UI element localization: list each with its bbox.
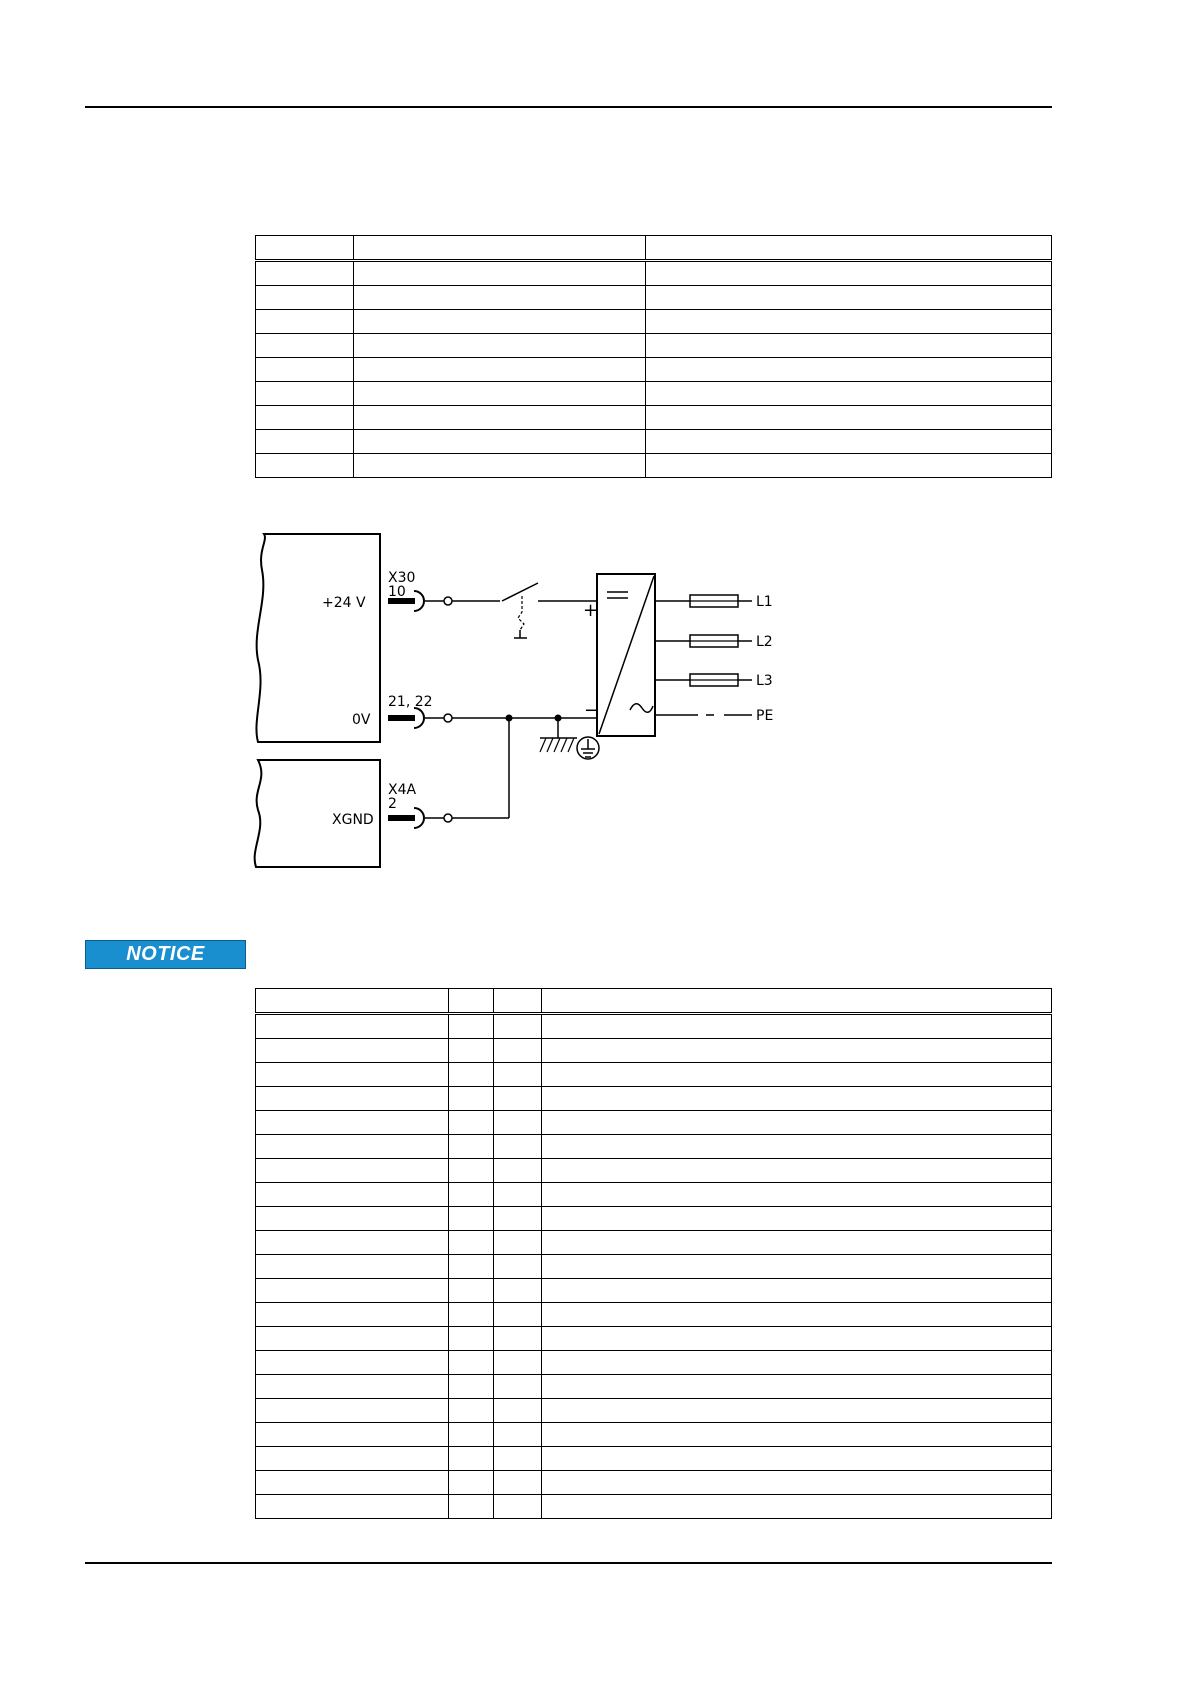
device-block-upper (256, 534, 380, 742)
connector-x4a-label: X4A (388, 782, 417, 798)
table-row (256, 1303, 1052, 1327)
switch-contact (502, 583, 538, 601)
table-cell (449, 1039, 494, 1063)
table-cell (542, 1423, 1052, 1447)
table-cell (256, 406, 354, 430)
table-cell (542, 1039, 1052, 1063)
header-rule (85, 106, 1052, 108)
table-cell (256, 1039, 449, 1063)
table-cell (256, 1351, 449, 1375)
table-row (256, 430, 1052, 454)
table-cell (449, 1447, 494, 1471)
table-cell (646, 406, 1052, 430)
table-cell (449, 1327, 494, 1351)
table-row (256, 1135, 1052, 1159)
table-row (256, 286, 1052, 310)
table-cell (354, 310, 646, 334)
table-cell (354, 406, 646, 430)
table-cell (542, 1111, 1052, 1135)
table-cell (256, 1231, 449, 1255)
table-cell (256, 286, 354, 310)
table-cell (256, 334, 354, 358)
xgnd-label: XGND (332, 812, 374, 828)
table-cell (646, 454, 1052, 478)
table-cell (494, 1135, 542, 1159)
table-row (256, 1495, 1052, 1519)
supply-24v-label: +24 V (322, 595, 366, 611)
table-row (256, 1039, 1052, 1063)
table-row (256, 1231, 1052, 1255)
table-row (256, 1423, 1052, 1447)
table-cell (256, 1135, 449, 1159)
table-cell (449, 1087, 494, 1111)
table-cell (256, 1447, 449, 1471)
table-cell (494, 1279, 542, 1303)
table-cell (256, 1087, 449, 1111)
table-cell (449, 1135, 494, 1159)
pins-0v-label: 21, 22 (388, 694, 433, 710)
table-cell (494, 1255, 542, 1279)
table-cell (449, 1471, 494, 1495)
table-cell (449, 1423, 494, 1447)
footer-rule (85, 1562, 1052, 1564)
table-row (256, 454, 1052, 478)
pin-2-label: 2 (388, 796, 397, 812)
junction-dot (506, 715, 513, 722)
table-cell (449, 1495, 494, 1519)
table-cell (494, 1303, 542, 1327)
zero-volt-label: 0V (352, 712, 371, 728)
table-cell (494, 1207, 542, 1231)
table-cell (494, 1471, 542, 1495)
signal-table (255, 988, 1052, 1519)
connector-x30-label: X30 (388, 570, 416, 586)
table-cell (542, 1471, 1052, 1495)
phase-l1-label: L1 (756, 594, 773, 610)
table-cell (494, 1495, 542, 1519)
pin-10-label: 10 (388, 584, 406, 600)
table-cell (354, 261, 646, 286)
table-cell (256, 1159, 449, 1183)
table-row (256, 310, 1052, 334)
table-cell (542, 1063, 1052, 1087)
table-row (256, 1471, 1052, 1495)
table-cell (256, 1327, 449, 1351)
table-row (256, 1375, 1052, 1399)
table-cell (494, 1231, 542, 1255)
table-cell (542, 1231, 1052, 1255)
table-cell (354, 286, 646, 310)
table-cell (449, 1399, 494, 1423)
table-cell (256, 358, 354, 382)
table-cell (256, 1255, 449, 1279)
table-row (256, 1279, 1052, 1303)
table-row (256, 1063, 1052, 1087)
table-row (256, 1399, 1052, 1423)
table-cell (494, 1063, 542, 1087)
table-cell (542, 1447, 1052, 1471)
table-row (256, 1087, 1052, 1111)
table-cell (542, 1375, 1052, 1399)
table-cell (542, 1014, 1052, 1039)
table-row (256, 358, 1052, 382)
table-row (256, 1255, 1052, 1279)
table-row (256, 334, 1052, 358)
table-cell (494, 1447, 542, 1471)
table-cell (646, 261, 1052, 286)
table-cell (494, 1423, 542, 1447)
table-cell (449, 1231, 494, 1255)
table-cell (354, 334, 646, 358)
table-header-row (256, 989, 1052, 1014)
table-row (256, 406, 1052, 430)
table-cell (256, 1279, 449, 1303)
table-row (256, 1014, 1052, 1039)
table-cell (494, 1087, 542, 1111)
table-cell (542, 1207, 1052, 1231)
table-cell (646, 310, 1052, 334)
table-cell (256, 382, 354, 406)
table-cell (256, 1495, 449, 1519)
table-row (256, 1111, 1052, 1135)
table-row (256, 382, 1052, 406)
notice-label: NOTICE (126, 943, 205, 965)
table-cell (542, 1279, 1052, 1303)
table-cell (449, 1159, 494, 1183)
table-cell (542, 1135, 1052, 1159)
psu-minus-label: − (584, 700, 600, 721)
table-cell (256, 1471, 449, 1495)
table-cell (354, 454, 646, 478)
table-cell (542, 1183, 1052, 1207)
table-cell (542, 1159, 1052, 1183)
pe-label: PE (756, 708, 774, 724)
table-cell (646, 286, 1052, 310)
table-cell (256, 1111, 449, 1135)
table-row (256, 1159, 1052, 1183)
table-header-row (256, 236, 1052, 261)
table-cell (646, 334, 1052, 358)
table-cell (449, 1207, 494, 1231)
table-cell (256, 261, 354, 286)
table-cell (542, 1087, 1052, 1111)
table-cell (449, 1063, 494, 1087)
table-cell (494, 1159, 542, 1183)
table-cell (494, 1399, 542, 1423)
table-cell (256, 1423, 449, 1447)
table-cell (256, 1183, 449, 1207)
phase-l2-label: L2 (756, 634, 773, 650)
table-cell (542, 1351, 1052, 1375)
table-cell (542, 1399, 1052, 1423)
table-cell (256, 430, 354, 454)
notice-badge (85, 940, 246, 969)
table-row (256, 1207, 1052, 1231)
psu-plus-label: + (583, 600, 599, 621)
table-cell (354, 358, 646, 382)
table-cell (542, 1495, 1052, 1519)
table-cell (542, 1327, 1052, 1351)
table-cell (354, 382, 646, 406)
terminal-24v (444, 597, 452, 605)
table-row (256, 1447, 1052, 1471)
table-cell (354, 430, 646, 454)
table-row (256, 1327, 1052, 1351)
table-cell (494, 1375, 542, 1399)
table-cell (256, 1303, 449, 1327)
table-cell (542, 1255, 1052, 1279)
terminal-xgnd (444, 814, 452, 822)
table-cell (646, 430, 1052, 454)
table-cell (449, 1375, 494, 1399)
table-cell (449, 1183, 494, 1207)
table-cell (449, 1351, 494, 1375)
table-row (256, 1351, 1052, 1375)
table-cell (494, 1327, 542, 1351)
table-cell (494, 1014, 542, 1039)
table-cell (449, 1014, 494, 1039)
table-row (256, 261, 1052, 286)
junction-dot (555, 715, 562, 722)
table-cell (449, 1255, 494, 1279)
table-cell (542, 1303, 1052, 1327)
table-cell (449, 1111, 494, 1135)
wiring-diagram (240, 520, 800, 880)
table-cell (494, 1183, 542, 1207)
table-cell (256, 1399, 449, 1423)
table-cell (494, 1111, 542, 1135)
pin-table (255, 235, 1052, 478)
table-cell (449, 1303, 494, 1327)
terminal-0v (444, 714, 452, 722)
table-cell (449, 1279, 494, 1303)
table-cell (256, 1014, 449, 1039)
table-cell (494, 1039, 542, 1063)
table-cell (256, 1063, 449, 1087)
table-cell (256, 454, 354, 478)
table-cell (646, 382, 1052, 406)
table-cell (256, 1375, 449, 1399)
table-row (256, 1183, 1052, 1207)
table-cell (494, 1351, 542, 1375)
table-cell (256, 1207, 449, 1231)
table-cell (646, 358, 1052, 382)
table-cell (256, 310, 354, 334)
phase-l3-label: L3 (756, 673, 773, 689)
